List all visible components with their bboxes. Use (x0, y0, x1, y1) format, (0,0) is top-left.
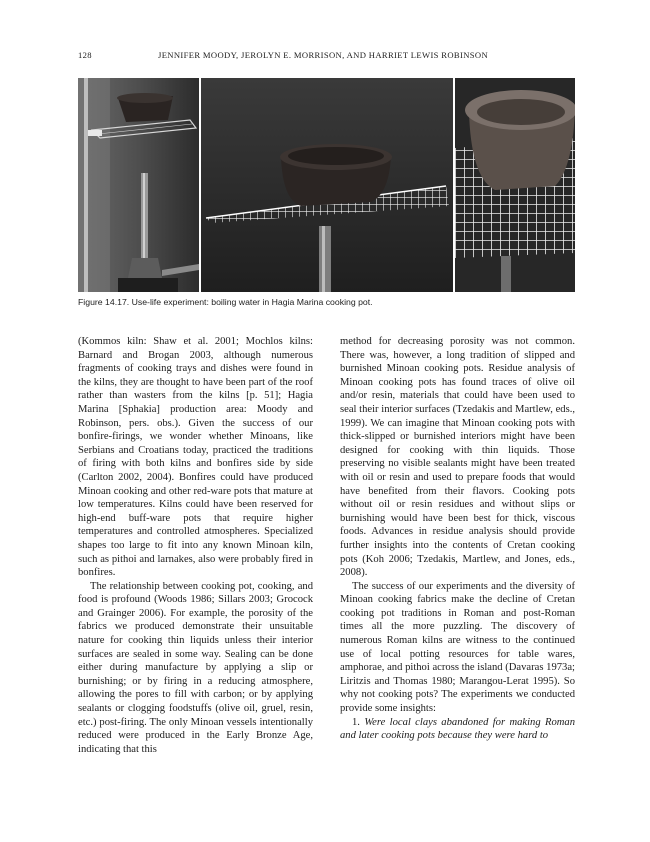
left-column (78, 335, 313, 756)
numbered-point (340, 716, 575, 743)
photo-pot-closeup (455, 78, 575, 292)
right-column (340, 335, 575, 743)
figure-caption: Figure 14.17. Use-life experiment: boiling water in Hagia Marina cooking pot. (78, 297, 373, 307)
running-head (78, 50, 575, 64)
point-number: 1. (352, 716, 360, 728)
page-number: 128 (78, 50, 92, 60)
paragraph: The success of our experiments and the diversity of Minoan cooking fabrics make the decline of Cretan cooking pot traditions in Roman and post-Roman times all the more puzzling. The discovery of numerous Roman kilns are witness to the continued use of local potting resources for table wares, amphorae, and pithoi across the island (Davaras 1973a; Liritzis and Thomas 1980; Marangou-Lerat 1995). So why not cooking pots? The experiments we conducted provide some insights: (340, 580, 575, 715)
paragraph: The relationship between cooking pot, cooking, and food is profound (Woods 1986; Sillars 2003; Grocock and Grainger 2006). For example, the porosity of the fabrics we produced demonstrate their unsuitable nature for cooking thin liquids unless their interior surfaces are sealed in some way. Sealing can be done either during manufacture by applying a slip or burnishing; or by firing in a reducing atmosphere, allowing the pores to fill with carbon; or by applying sealants or clogging foodstuffs (olive oil, gruel, resin, etc.) post-firing. The only Minoan vessels intentionally reduced were produced in the Early Bronze Age, indicating that this (78, 580, 313, 755)
paragraph: (Kommos kiln: Shaw et al. 2001; Mochlos kilns: Barnard and Brogan 2003, although numerous fragments of cooking trays and dishes were found in the kilns, they are thought to have been part of the roof rather than wasters from the kilns [p. 51]; Hagia Marina [Sphakia] production area: Moody and Robinson, pers. obs.). Given the success of our bonfire-firings, we wonder whether Minoans, like Serbians and Croatians today, practiced the traditions of firing with both kilns and bonfires side by side (Carlton 2002, 2004). Bonfires could have produced Minoan cooking and other red-ware pots that mature at low temperatures. Kilns could have been reserved for high-end buff-ware pots that require higher temperatures and controlled atmospheres. Specialized shapes too large to fit into any known Minoan kiln, such as pithoi and larnakes, also were probably fired in bonfires. (78, 336, 313, 579)
figure-photographs (78, 78, 575, 292)
paragraph: method for decreasing porosity was not common. There was, however, a long tradition of slipped and burnished Minoan cooking pots. Residue analysis of Minoan cooking pots has found traces of olive oil and/or resin, materials that could have been used to seal their interior surfaces (Tzedakis and Martlew, eds., 1999). We can imagine that Minoan cooking pots with thick-slipped or burnished interiors might have been designed for cooking with thin liquids. Those preserving no visible sealants might have been treated with oil or resin and used to prepare foods that would have benefited from their flavors. Cooking pots without oil or resin residues and without slips or burnishing would have been best for thick, viscous foods. Advances in residue analysis should provide further insights into the contents of Cretan cooking pots (Koh 2006; Tzedakis, Martlew, and Jones, eds., 2008). (340, 336, 575, 579)
point-text: Were local clays abandoned for making Roman and later cooking pots because they were hard to (340, 716, 575, 742)
running-head-authors: JENNIFER MOODY, JEROLYN E. MORRISON, AND HARRIET LEWIS ROBINSON (158, 50, 489, 60)
photo-burner-stand (78, 78, 199, 292)
photo-pot-on-mesh (201, 78, 453, 292)
